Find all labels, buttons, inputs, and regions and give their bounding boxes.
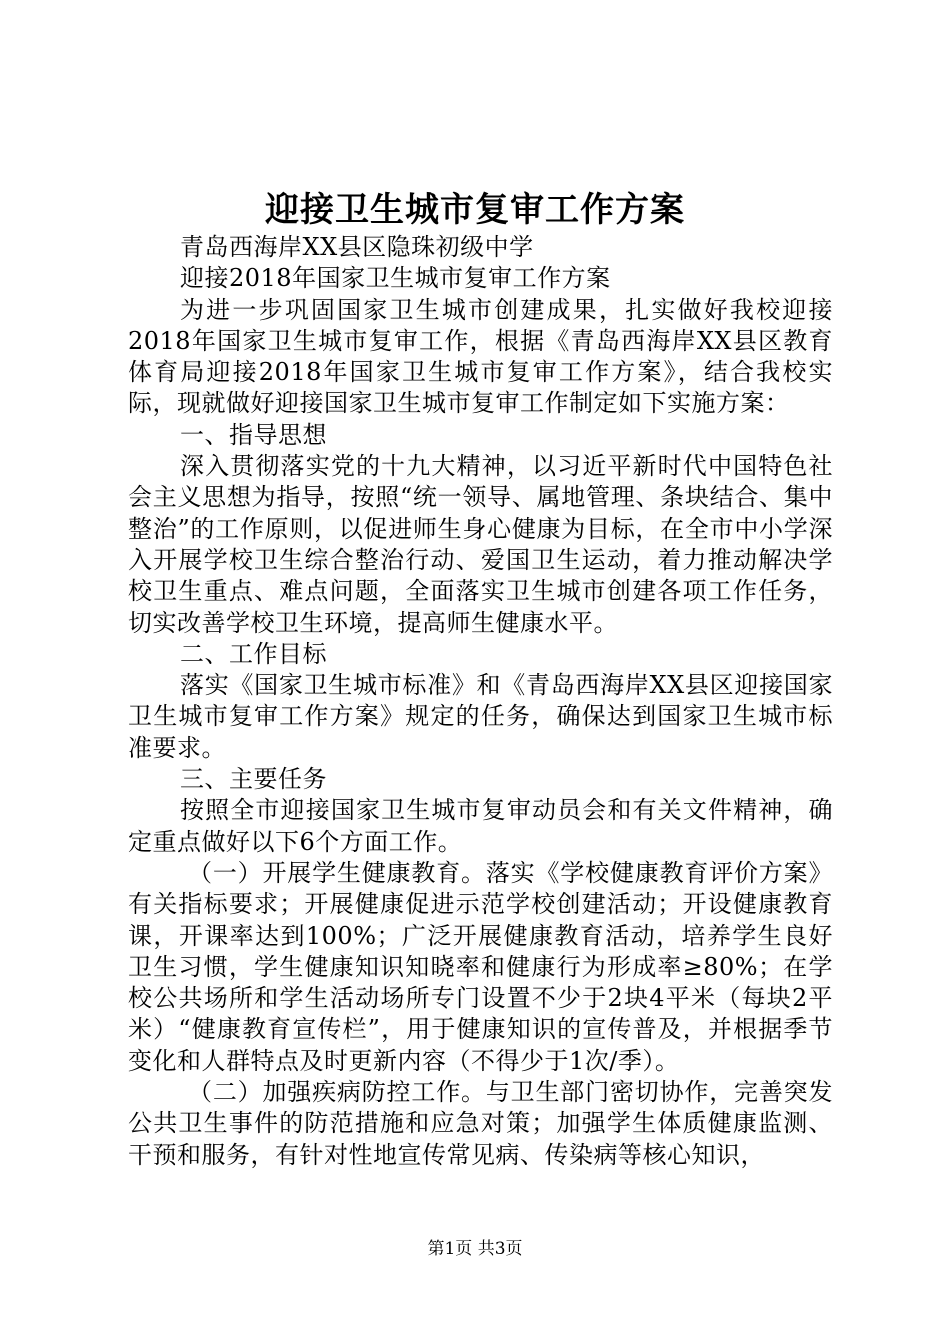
document-title: 迎接卫生城市复审工作方案: [265, 190, 685, 230]
work-goals-paragraph: 落实《国家卫生城市标准》和《青岛西海岸XX县区迎接国家卫生城市复审工作方案》规定的任务，确保达到国家卫生城市标准要求。: [128, 671, 833, 762]
school-name-line: 青岛西海岸XX县区隐珠初级中学: [180, 233, 534, 261]
page-number-footer: 第1页 共3页: [427, 1239, 523, 1259]
task-disease-control-paragraph: （二）加强疾病防控工作。与卫生部门密切协作，完善突发公共卫生事件的防范措施和应急对策；加强学生体质健康监测、干预和服务，有针对性地宣传常见病、传染病等核心知识，: [128, 1078, 833, 1169]
task-health-education-paragraph: （一）开展学生健康教育。落实《学校健康教育评价方案》有关指标要求；开展健康促进示范学校创建活动；开设健康教育课，开课率达到100%；广泛开展健康教育活动，培养学生良好卫生习惯，学生健康知识知晓率和健康行为形成率≥80%；在学校公共场所和学生活动场所专门设置不少于2块4平米（每块2平米）“健康教育宣传栏”，用于健康知识的宣传普及，并根据季节变化和人群特点及时更新内容（不得少于1次/季）。: [128, 858, 833, 1075]
intro-paragraph: 为进一步巩固国家卫生城市创建成果，扎实做好我校迎接2018年国家卫生城市复审工作，根据《青岛西海岸XX县区教育体育局迎接2018年国家卫生城市复审工作方案》，结合我校实际，现就做好迎接国家卫生城市复审工作制定如下实施方案：: [128, 295, 833, 418]
guiding-ideology-paragraph: 深入贯彻落实党的十九大精神，以习近平新时代中国特色社会主义思想为指导，按照“统一领导、属地管理、条块结合、集中整治”的工作原则，以促进师生身心健康为目标，在全市中小学深入开展学校卫生综合整治行动、爱国卫生运动，着力推动解决学校卫生重点、难点问题，全面落实卫生城市创建各项工作任务，切实改善学校卫生环境，提高师生健康水平。: [128, 452, 833, 637]
plan-subtitle-line: 迎接2018年国家卫生城市复审工作方案: [180, 264, 611, 293]
section-heading-guiding-ideology: 一、指导思想: [180, 420, 327, 449]
section-heading-work-goals: 二、工作目标: [180, 639, 327, 668]
document-body: [128, 232, 833, 1171]
main-tasks-intro-paragraph: 按照全市迎接国家卫生城市复审动员会和有关文件精神，确定重点做好以下6个方面工作。: [128, 796, 833, 856]
section-heading-main-tasks: 三、主要任务: [180, 765, 327, 794]
